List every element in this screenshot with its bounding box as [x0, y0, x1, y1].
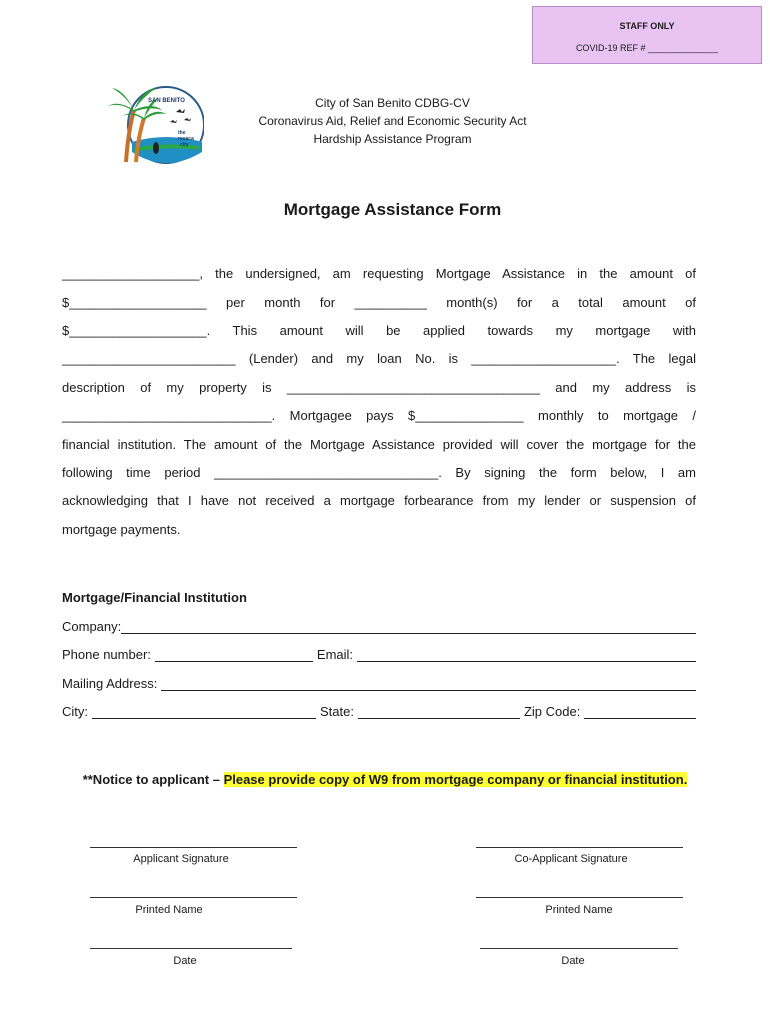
header-line-city: City of San Benito CDBG-CV	[315, 96, 470, 110]
phone-label: Phone number:	[62, 647, 151, 662]
mailing-field[interactable]	[161, 677, 696, 691]
state-field[interactable]	[358, 705, 520, 719]
applicant-signature-label: Applicant Signature	[133, 853, 229, 865]
co-applicant-signature-line[interactable]	[476, 846, 683, 848]
printed-name-label-right: Printed Name	[545, 904, 613, 916]
mailing-row	[62, 676, 696, 691]
email-label: Email:	[316, 647, 354, 662]
svg-text:city: city	[180, 142, 189, 148]
date-label-left: Date	[173, 955, 197, 967]
paragraph-line-3: $___________________. This amount will be applied towards my mortgage with	[62, 323, 696, 338]
svg-text:SAN BENITO: SAN BENITO	[148, 98, 185, 104]
program-header	[230, 94, 555, 148]
company-label: Company:	[62, 619, 122, 634]
state-label: State:	[320, 704, 354, 719]
printed-name-line-left[interactable]	[90, 896, 297, 898]
svg-text:the: the	[178, 130, 186, 136]
zip-label: Zip Code:	[523, 704, 581, 719]
staff-only-box	[532, 6, 762, 64]
city-seal-logo	[104, 82, 204, 168]
printed-name-label-left: Printed Name	[135, 904, 203, 916]
paragraph-line-1: ___________________, the undersigned, am requesting Mortgage Assistance in the amount of	[62, 266, 696, 281]
mailing-label: Mailing Address:	[62, 676, 158, 691]
staff-only-title: STAFF ONLY	[619, 21, 675, 31]
paragraph-line-7: financial institution. The amount of the Mortgage Assistance provided will cover the mortgage for the	[62, 437, 696, 452]
form-title: Mortgage Assistance Form	[283, 200, 502, 219]
notice-prefix: **Notice to applicant –	[82, 772, 224, 787]
printed-name-line-right[interactable]	[476, 896, 683, 898]
city-label: City:	[62, 704, 88, 719]
notice-highlight: Please provide copy of W9 from mortgage company or financial institution.	[223, 772, 688, 787]
paragraph-line-8: following time period _______________________________. By signing the form below, I am	[62, 465, 696, 480]
w9-notice	[0, 772, 770, 787]
applicant-signature-line[interactable]	[90, 846, 297, 848]
svg-text:resaca: resaca	[178, 136, 194, 142]
date-label-right: Date	[561, 955, 585, 967]
company-row	[62, 619, 696, 634]
date-line-left[interactable]	[90, 947, 292, 949]
paragraph-line-4: ________________________ (Lender) and my loan No. is ____________________. The legal	[62, 351, 696, 366]
company-field[interactable]	[121, 620, 696, 634]
institution-heading: Mortgage/Financial Institution	[62, 590, 247, 605]
header-line-act: Coronavirus Aid, Relief and Economic Security Act	[258, 114, 527, 128]
paragraph-line-2: $___________________ per month for __________ month(s) for a total amount of	[62, 295, 696, 310]
date-line-right[interactable]	[480, 947, 678, 949]
paragraph-line-5: description of my property is ___________________________________ and my address is	[62, 380, 696, 395]
paragraph-line-10: mortgage payments.	[62, 522, 181, 537]
zip-field[interactable]	[584, 705, 696, 719]
co-applicant-signature-label: Co-Applicant Signature	[514, 853, 628, 865]
city-state-zip-row	[62, 704, 696, 719]
phone-email-row	[62, 647, 696, 662]
city-field[interactable]	[92, 705, 316, 719]
phone-field[interactable]	[155, 648, 313, 662]
email-field[interactable]	[357, 648, 696, 662]
paragraph-line-9: acknowledging that I have not received a mortgage forbearance from my lender or suspension of	[62, 493, 696, 508]
header-line-program: Hardship Assistance Program	[313, 132, 472, 146]
covid-ref-label: COVID-19 REF # ______________	[575, 43, 719, 53]
paragraph-line-6: _____________________________. Mortgagee pays $_______________ monthly to mortgage /	[62, 408, 696, 423]
